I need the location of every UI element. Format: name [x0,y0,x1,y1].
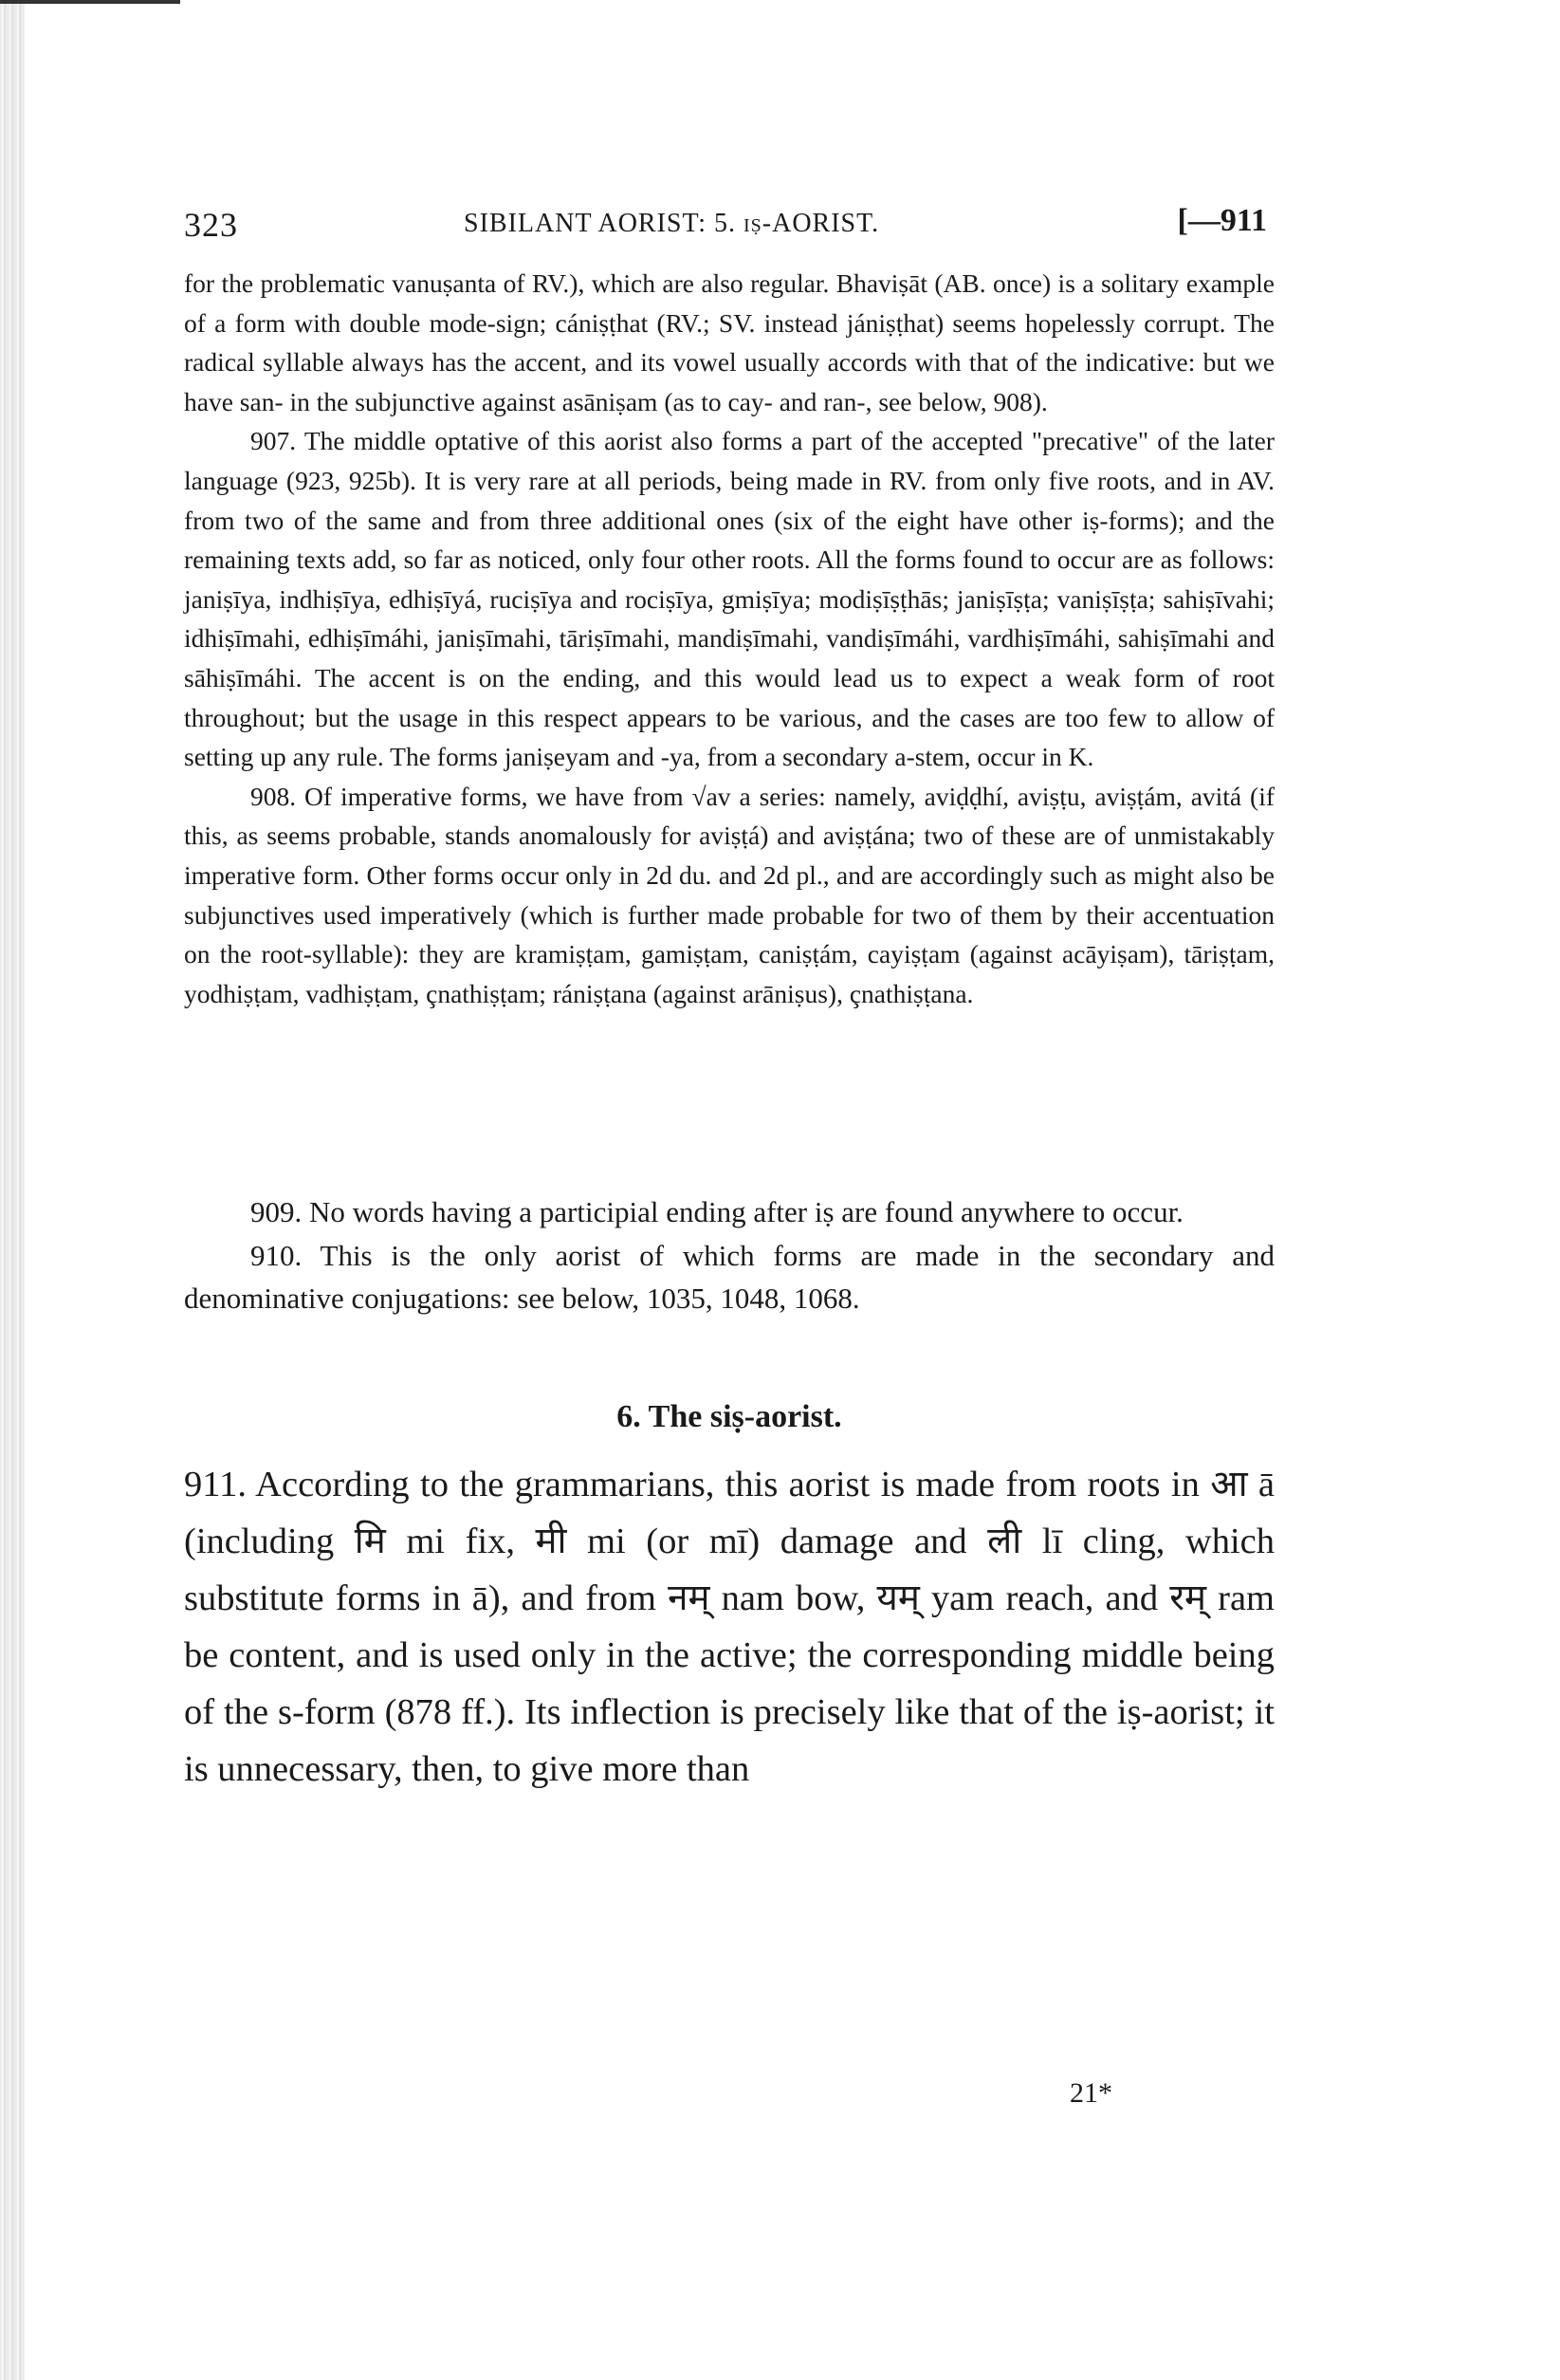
page-top-rule [0,0,180,4]
paragraph-908: 908. Of imperative forms, we have from √av a series: namely, aviḍḍhí, aviṣṭu, aviṣṭám, avitá (if this, as seems probable, stands anomalously for aviṣṭá) and aviṣṭána; two of these are of unmistakably imperative form. Other forms occur only in 2d du. and 2d pl., and are accordingly such as might also be subjunctives used imperatively (which is further made probable for two of them by their accentuation on the root-syllable): they are kramiṣṭam, gamiṣṭam, caniṣṭám, cayiṣṭam (against acāyiṣam), tāriṣṭam, yodhiṣṭam, vadhiṣṭam, çnathiṣṭam; rániṣṭana (against arāniṣus), çnathiṣṭana. [184,781,1275,1008]
paragraph-911: 911. According to the grammarians, this aorist is made from roots in आ ā (including मि mi fix, मी mi (or mī) damage and ली lī cling, which substitute forms in ā), and from नम् nam bow, यम् yam reach, and रम् ram be content, and is used only in the active; the corresponding middle being of the s-form (878 ff.). Its inflection is precisely like that of the iṣ-aorist; it is unnecessary, then, to give more than [184,1465,1275,1789]
large-print-block [184,1456,1275,1798]
book-page [184,142,1275,2324]
section-reference: [—911 [1177,203,1267,238]
intro-paragraph: for the problematic vanuṣanta of RV.), which are also regular. Bhaviṣāt (AB. once) is a solitary example of a form with double mode-sign; cániṣṭhat (RV.; SV. instead jániṣṭhat) seems hopelessly corrupt. The radical syllable always has the accent, and its vowel usually accords with that of the indicative: but we have san- in the subjunctive against asāniṣam (as to cay- and ran-, see below, 908). [184,268,1275,416]
signature-mark: 21* [1070,2077,1112,2109]
paragraph-907: 907. The middle optative of this aorist also forms a part of the accepted "precative" of the later language (923, 925b). It is very rare at all periods, being made in RV. from only five roots, and in AV. from two of the same and from three additional ones (six of the eight have other iṣ-forms); and the remaining texts add, so far as noticed, only four other roots. All the forms found to occur are as follows: janiṣīya, indhiṣīya, edhiṣīyá, ruciṣīya and rociṣīya, gmiṣīya; modiṣīṣṭhās; janiṣīṣṭa; vaniṣīṣṭa; sahiṣīvahi; idhiṣīmahi, edhiṣīmáhi, janiṣīmahi, tāriṣīmahi, mandiṣīmahi, vandiṣīmáhi, vardhiṣīmáhi, sahiṣīmahi and sāhiṣīmáhi. The accent is on the ending, and this would lead us to expect a weak form of root throughout; but the usage in this respect appears to be various, and the cases are too few to allow of setting up any rule. The forms janiṣeyam and -ya, from a secondary a-stem, occur in K. [184,426,1275,772]
medium-print-block [184,1190,1275,1320]
running-head [184,197,1275,245]
running-title: SIBILANT AORIST: 5. iṣ-AORIST. [464,209,880,238]
small-print-block [184,264,1275,1013]
section-heading: 6. The siṣ-aorist. [616,1399,842,1434]
page-edge-shadow [0,0,25,2380]
paragraph-910: 910. This is the only aorist of which forms are made in the secondary and denominative conjugations: see below, 1035, 1048, 1068. [184,1238,1275,1316]
paragraph-909: 909. No words having a participial ending after iṣ are found anywhere to occur. [250,1195,1184,1228]
page-number: 323 [184,206,238,244]
